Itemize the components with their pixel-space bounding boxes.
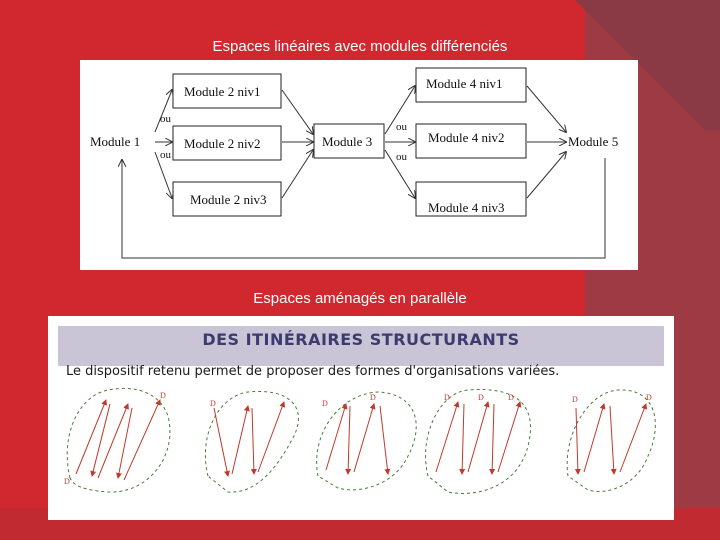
start-label: D <box>646 393 652 402</box>
linear-modules-diagram <box>80 60 638 270</box>
ou-label: ou <box>160 149 171 161</box>
module-4-niv2-label: Module 4 niv2 <box>428 130 505 145</box>
module-4-niv1-label: Module 4 niv1 <box>426 76 503 91</box>
start-label: D <box>370 393 376 402</box>
itineraries-svg <box>48 316 674 520</box>
ou-label: ou <box>160 113 171 125</box>
start-label: D <box>572 395 578 404</box>
module-4-niv3-label: Module 4 niv3 <box>428 200 505 215</box>
figure-description: Le dispositif retenu permet de proposer des formes d'organisations variées. <box>66 364 560 379</box>
itinerary-group-1 <box>64 388 170 492</box>
module-2-niv3-label: Module 2 niv3 <box>190 192 267 207</box>
module-3-label: Module 3 <box>322 134 373 149</box>
parallel-itineraries-figure <box>48 316 674 520</box>
start-label: D <box>322 399 328 408</box>
itinerary-group-3 <box>317 392 417 490</box>
diagram-title-parallel: Espaces aménagés en parallèle <box>253 290 467 307</box>
itinerary-group-4 <box>426 389 531 493</box>
linear-modules-svg <box>80 60 638 270</box>
module-1-label: Module 1 <box>90 134 141 149</box>
ou-label: ou <box>396 151 407 163</box>
module-2-niv1-label: Module 2 niv1 <box>184 84 261 99</box>
diagram-title-linear: Espaces linéaires avec modules différenciés <box>212 38 508 55</box>
start-label: D <box>210 399 216 408</box>
itinerary-group-2 <box>205 391 298 492</box>
ou-label: ou <box>396 121 407 133</box>
start-label: D <box>444 393 450 402</box>
start-label: D <box>64 477 70 486</box>
start-label: D <box>160 391 166 400</box>
start-label: D <box>478 393 484 402</box>
itinerary-group-5 <box>567 390 655 492</box>
figure-header: DES ITINÉRAIRES STRUCTURANTS <box>202 330 520 349</box>
module-2-niv2-label: Module 2 niv2 <box>184 136 261 151</box>
start-label: D <box>508 393 514 402</box>
module-5-label: Module 5 <box>568 134 619 149</box>
